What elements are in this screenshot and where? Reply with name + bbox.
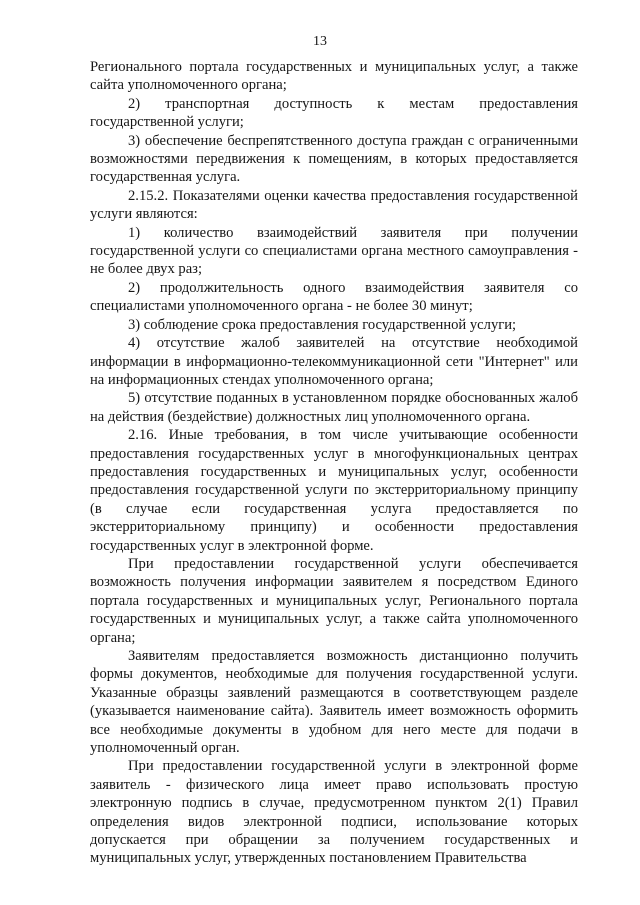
paragraph-no-information-complaints: 4) отсутствие жалоб заявителей на отсутствие необходимой информации в информационно-телекоммуникационной сети "Интернет" или на информационных стендах уполномоченного органа; <box>90 335 578 388</box>
paragraph-section-2-16: 2.16. Иные требования, в том числе учитывающие особенности предоставления государственных услуг в многофункциональных центрах предоставления государственных и муниципальных услуг, особенности предоставления государственной услуги по экстерриториальному принципу (в случае если государственная услуга предоставляется по экстерриториальному принципу) и особенности предоставления государственных услуг в электронной форме. <box>90 427 578 554</box>
paragraph-no-justified-complaints: 5) отсутствие поданных в установленном порядке обоснованных жалоб на действия (бездействие) должностных лиц уполномоченного органа. <box>90 390 578 425</box>
document-body <box>90 58 578 868</box>
paragraph-interaction-duration: 2) продолжительность одного взаимодействия заявителя со специалистами уполномоченного органа - не более 30 минут; <box>90 279 578 315</box>
paragraph-deadline-compliance: 3) соблюдение срока предоставления государственной услуги; <box>128 316 517 333</box>
paragraph-continuation: Регионального портала государственных и муниципальных услуг, а также сайта уполномоченного органа; <box>90 59 578 94</box>
paragraph-unobstructed-access: 3) обеспечение беспрепятственного доступа граждан с ограниченными возможностями передвижения к помещениям, в которых предоставляется государственная услуга. <box>90 132 578 186</box>
page-number: 13 <box>313 34 327 49</box>
paragraph-section-2-15-2: 2.15.2. Показателями оценки качества предоставления государственной услуги являются: <box>90 187 578 223</box>
paragraph-interactions-count: 1) количество взаимодействий заявителя при получении государственной услуги со специалистами органа местного самоуправления - не более двух раз; <box>90 224 578 278</box>
paragraph-transport-accessibility: 2) транспортная доступность к местам предоставления государственной услуги; <box>90 95 578 131</box>
paragraph-information-access: При предоставлении государственной услуги обеспечивается возможность получения информации заявителем я посредством Единого портала государственных и муниципальных услуг, Регионального портала государственных и муниципальных услуг, а также сайта уполномоченного органа; <box>90 555 578 646</box>
paragraph-electronic-signature: При предоставлении государственной услуги в электронной форме заявитель - физического лица имеет право использовать простую электронную подпись в случае, предусмотренном пунктом 2(1) Правил определения видов электронной подписи, использование которых допускается при обращении за получением государственных и муниципальных услуг, утвержденных постановлением Правительства <box>90 758 578 867</box>
paragraph-remote-forms: Заявителям предоставляется возможность дистанционно получить формы документов, необходимые для получения государственной услуги. Указанные образцы заявлений размещаются в соответствующем разделе (указывается наименование сайта). Заявитель имеет возможность оформить все необходимые документы в удобном для него месте для подачи в уполномоченный орган. <box>90 648 578 757</box>
